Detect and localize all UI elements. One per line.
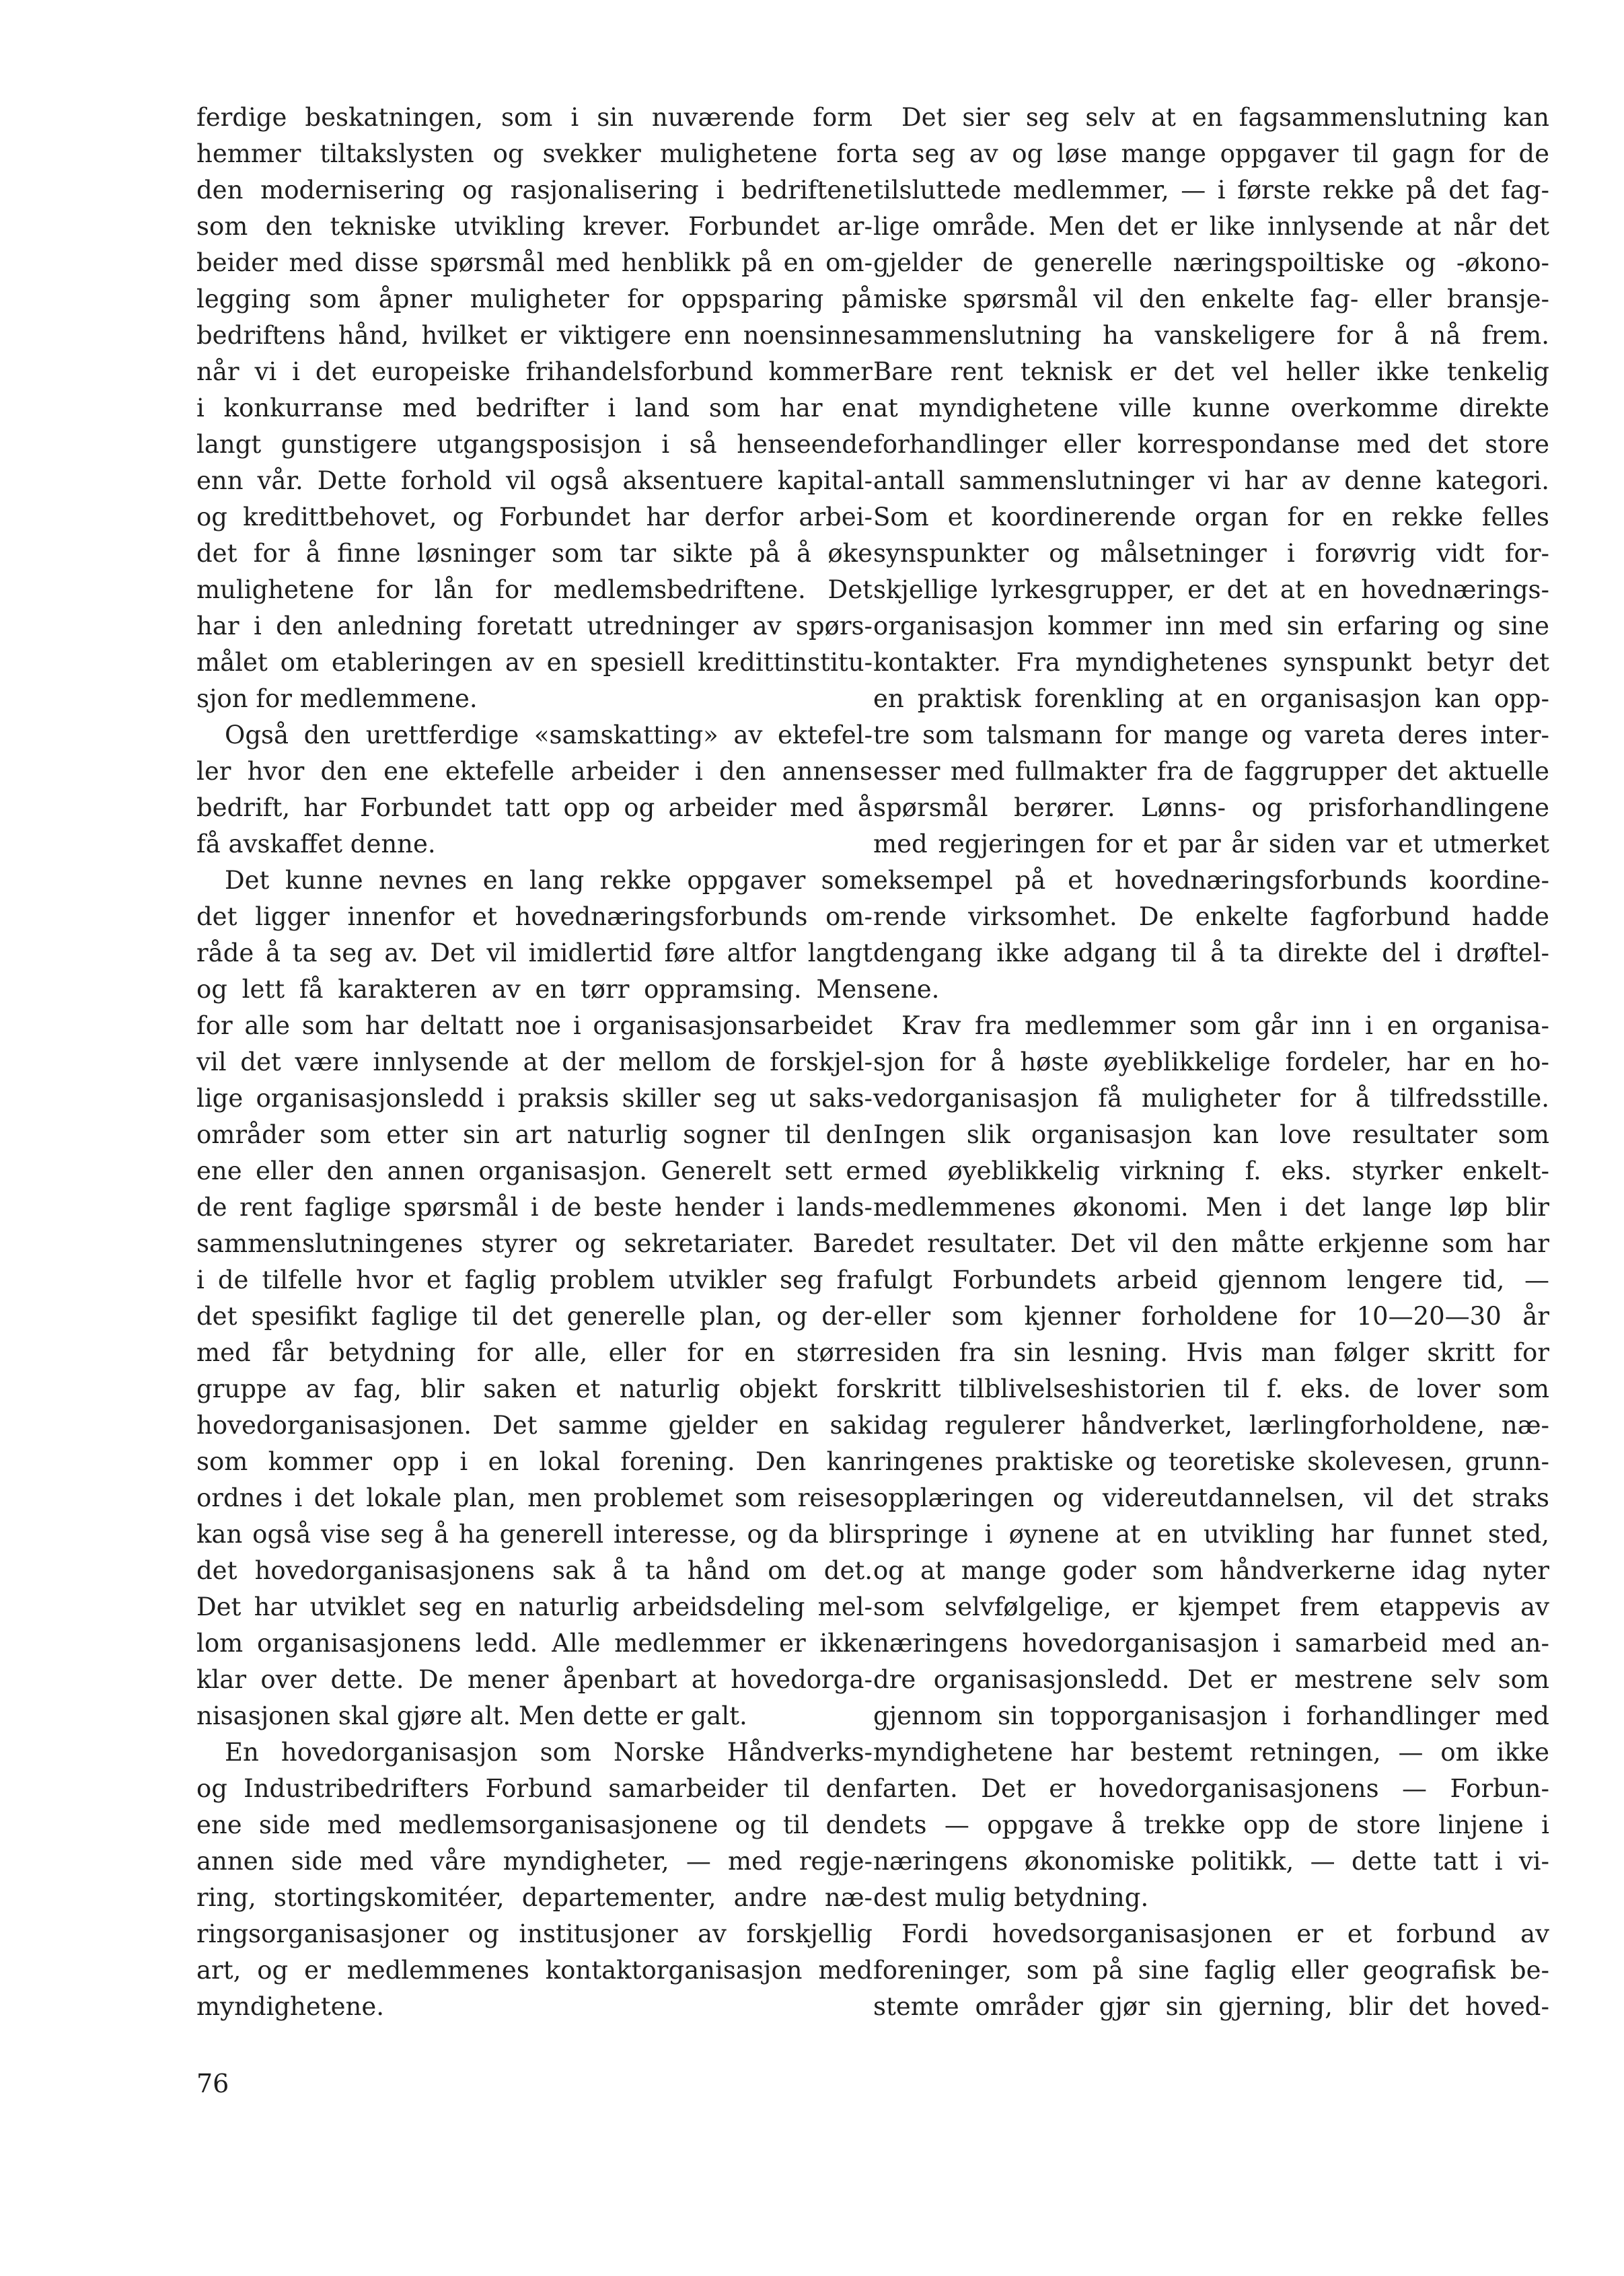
text-line: klar over dette. De mener åpenbart at hovedorga-: [196, 1665, 873, 1694]
text-line: målet om etableringen av en spesiell kredittinstitu-: [196, 648, 873, 677]
text-line: vil det være innlysende at der mellom de forskjel-: [196, 1048, 873, 1076]
text-line: som kommer opp i en lokal forening. Den kan: [196, 1447, 873, 1476]
text-line: mulighetene for lån for medlemsbedriftene. Det: [196, 575, 873, 604]
text-line: ordnes i det lokale plan, men problemet som reises: [196, 1483, 873, 1512]
text-line: foreninger, som på sine faglig eller geografisk be-: [873, 1956, 1549, 1985]
text-line: eller som kjenner forholdene for 10—20—30 år: [873, 1302, 1549, 1331]
text-line: hovedorganisasjonen. Det samme gjelder en sak: [196, 1411, 873, 1440]
text-line: springe i øynene at en utvikling har funnet sted,: [873, 1520, 1549, 1549]
text-line: sammenslutning ha vanskeligere for å nå frem.: [873, 321, 1549, 350]
text-line: det resultater. Det vil den måtte erkjenne som har: [873, 1229, 1549, 1258]
text-line: Det har utviklet seg en naturlig arbeidsdeling mel-: [196, 1592, 873, 1621]
text-line: gjennom sin topporganisasjon i forhandlinger med: [873, 1701, 1549, 1730]
text-line: ferdige beskatningen, som i sin nuværende form: [196, 103, 873, 132]
text-line: spørsmål berører. Lønns- og prisforhandlingene: [873, 793, 1549, 822]
left-column: [196, 100, 873, 2025]
text-line: næringens økonomiske politikk, — dette tatt i vi-: [873, 1847, 1549, 1876]
text-line: legging som åpner muligheter for oppsparing på: [196, 285, 873, 314]
text-line: medlemmenes økonomi. Men i det lange løp blir: [873, 1193, 1549, 1222]
text-line: organisasjon kommer inn med sin erfaring og sine: [873, 612, 1549, 640]
text-line: i konkurranse med bedrifter i land som har en: [196, 394, 873, 423]
text-line: art, og er medlemmenes kontaktorganisasjon med: [196, 1956, 873, 1985]
text-line: Bare rent teknisk er det vel heller ikke tenkelig: [873, 357, 1549, 386]
text-line: lige område. Men det er like innlysende at når det: [873, 212, 1549, 241]
text-line: Det sier seg selv at en fagsammenslutning kan: [901, 103, 1549, 132]
text-line: med regjeringen for et par år siden var et utmerket: [873, 830, 1549, 858]
text-line: esser med fullmakter fra de faggrupper det aktuelle: [873, 757, 1549, 786]
text-line: med får betydning for alle, eller for en større: [196, 1338, 873, 1367]
text-line: idag regulerer håndverket, lærlingforholdene, næ-: [873, 1411, 1549, 1440]
text-line: har i den anledning foretatt utredninger av spørs-: [196, 612, 873, 640]
text-line: Fordi hovedsorganisasjonen er et forbund av: [901, 1919, 1549, 1948]
text-line: beider med disse spørsmål med henblikk på en om-: [196, 248, 873, 277]
text-line: stemte områder gjør sin gjerning, blir det hoved-: [873, 1992, 1549, 2021]
text-line: dest mulig betydning.: [873, 1883, 1149, 1912]
text-line: og at mange goder som håndverkerne idag nyter: [873, 1556, 1549, 1585]
text-line: miske spørsmål vil den enkelte fag- eller bransje-: [873, 285, 1549, 314]
text-line: tilsluttede medlemmer, — i første rekke på det fag-: [873, 176, 1549, 205]
text-line: nisasjonen skal gjøre alt. Men dette er galt.: [196, 1701, 747, 1730]
text-line: ringsorganisasjoner og institusjoner av forskjellig: [196, 1919, 873, 1948]
text-line: dengang ikke adgang til å ta direkte del i drøftel-: [873, 939, 1549, 967]
text-line: ta seg av og løse mange oppgaver til gagn for de: [873, 139, 1549, 168]
text-line: skjellige lyrkesgrupper, er det at en hovednærings-: [873, 575, 1549, 604]
text-line: opplæringen og videreutdannelsen, vil det straks: [873, 1483, 1549, 1512]
text-line: gruppe av fag, blir saken et naturlig objekt for: [196, 1374, 873, 1403]
text-line: for alle som har deltatt noe i organisasjonsarbeidet: [196, 1011, 873, 1040]
text-line: kan også vise seg å ha generell interesse, og da blir: [196, 1520, 873, 1549]
text-line: annen side med våre myndigheter, — med regje-: [196, 1847, 873, 1876]
text-line: ene eller den annen organisasjon. Generelt sett er: [196, 1157, 873, 1185]
text-line: myndighetene har bestemt retningen, — om ikke: [873, 1738, 1549, 1767]
text-line: dets — oppgave å trekke opp de store linjene i: [873, 1810, 1549, 1839]
text-line: det hovedorganisasjonens sak å ta hånd om det.: [196, 1556, 873, 1585]
text-line: forhandlinger eller korrespondanse med det store: [873, 430, 1549, 459]
text-line: og kredittbehovet, og Forbundet har derfor arbei-: [196, 503, 873, 531]
text-line: sjon for å høste øyeblikkelige fordeler, har en ho-: [873, 1048, 1549, 1076]
text-line: Det kunne nevnes en lang rekke oppgaver som: [225, 866, 873, 895]
page-number: 76: [196, 2069, 229, 2098]
text-line: langt gunstigere utgangsposisjon i så henseende: [196, 430, 873, 459]
text-line: ringenes praktiske og teoretiske skolevesen, grunn-: [873, 1447, 1549, 1476]
text-line: tre som talsmann for mange og vareta deres inter-: [873, 721, 1549, 749]
text-line: en praktisk forenkling at en organisasjon kan opp-: [873, 684, 1549, 713]
text-line: eksempel på et hovednæringsforbunds koordine-: [873, 866, 1549, 895]
text-line: myndighetene.: [196, 1992, 384, 2021]
text-line: den modernisering og rasjonalisering i bedriftene: [196, 176, 873, 205]
text-line: gjelder de generelle næringspoiltiske og -økono-: [873, 248, 1549, 277]
text-line: det spesifikt faglige til det generelle plan, og der-: [196, 1302, 873, 1331]
text-line: i de tilfelle hvor et faglig problem utvikler seg fra: [196, 1265, 873, 1294]
text-line: de rent faglige spørsmål i de beste hender i lands-: [196, 1193, 873, 1222]
text-line: siden fra sin lesning. Hvis man følger skritt for: [873, 1338, 1549, 1367]
text-line: antall sammenslutninger vi har av denne kategori.: [873, 466, 1549, 495]
text-line: Krav fra medlemmer som går inn i en organisa-: [901, 1011, 1549, 1040]
text-line: næringens hovedorganisasjon i samarbeid med an-: [873, 1629, 1549, 1658]
text-line: lige organisasjonsledd i praksis skiller seg ut saks-: [196, 1084, 873, 1113]
text-line: kontakter. Fra myndighetenes synspunkt betyr det: [873, 648, 1549, 677]
right-column: [873, 100, 1549, 2025]
text-line: ler hvor den ene ektefelle arbeider i den annens: [196, 757, 873, 786]
text-line: som selvfølgelige, er kjempet frem etappevis av: [873, 1592, 1549, 1621]
text-line: med øyeblikkelig virkning f. eks. styrker enkelt-: [873, 1157, 1549, 1185]
text-line: farten. Det er hovedorganisasjonens — Forbun-: [873, 1774, 1549, 1803]
text-line: det ligger innenfor et hovednæringsforbunds om-: [196, 902, 873, 931]
text-line: bedrift, har Forbundet tatt opp og arbeider med å: [196, 793, 873, 822]
text-line: Som et koordinerende organ for en rekke felles: [873, 503, 1549, 531]
text-line: og lett få karakteren av en tørr oppramsing. Men: [196, 975, 873, 1004]
text-line: Også den urettferdige «samskatting» av ektefel-: [225, 721, 873, 749]
text-line: Ingen slik organisasjon kan love resultater som: [873, 1120, 1549, 1149]
text-line: En hovedorganisasjon som Norske Håndverks-: [225, 1738, 873, 1767]
text-line: ring, stortingskomitéer, departementer, andre næ-: [196, 1883, 873, 1912]
text-line: lom organisasjonens ledd. Alle medlemmer er ikke: [196, 1629, 873, 1658]
text-line: områder som etter sin art naturlig sogner til den: [196, 1120, 873, 1149]
text-line: ene side med medlemsorganisasjonene og til den: [196, 1810, 873, 1839]
text-line: som den tekniske utvikling krever. Forbundet ar-: [196, 212, 873, 241]
text-line: sjon for medlemmene.: [196, 684, 478, 713]
text-line: at myndighetene ville kunne overkomme direkte: [873, 394, 1549, 423]
text-line: dre organisasjonsledd. Det er mestrene selv som: [873, 1665, 1549, 1694]
text-line: og Industribedrifters Forbund samarbeider til den: [196, 1774, 873, 1803]
text-line: rende virksomhet. De enkelte fagforbund hadde: [873, 902, 1549, 931]
text-line: råde å ta seg av. Det vil imidlertid føre altfor langt: [196, 939, 873, 967]
text-line: det for å finne løsninger som tar sikte på å øke: [196, 539, 873, 568]
text-line: enn vår. Dette forhold vil også aksentuere kapital-: [196, 466, 873, 495]
text-line: sammenslutningenes styrer og sekretariater. Bare: [196, 1229, 873, 1258]
text-line: bedriftens hånd, hvilket er viktigere enn noensinne: [196, 321, 873, 350]
text-line: sene.: [873, 975, 940, 1004]
text-line: synspunkter og målsetninger i forøvrig vidt for-: [873, 539, 1549, 568]
text-line: vedorganisasjon få muligheter for å tilfredsstille.: [873, 1084, 1549, 1113]
text-line: når vi i det europeiske frihandelsforbund kommer: [196, 357, 873, 386]
text-line: skritt tilblivelseshistorien til f. eks. de lover som: [873, 1374, 1549, 1403]
text-line: hemmer tiltakslysten og svekker mulighetene for: [196, 139, 873, 168]
text-line: få avskaffet denne.: [196, 830, 436, 858]
text-line: fulgt Forbundets arbeid gjennom lengere tid, —: [873, 1265, 1549, 1294]
